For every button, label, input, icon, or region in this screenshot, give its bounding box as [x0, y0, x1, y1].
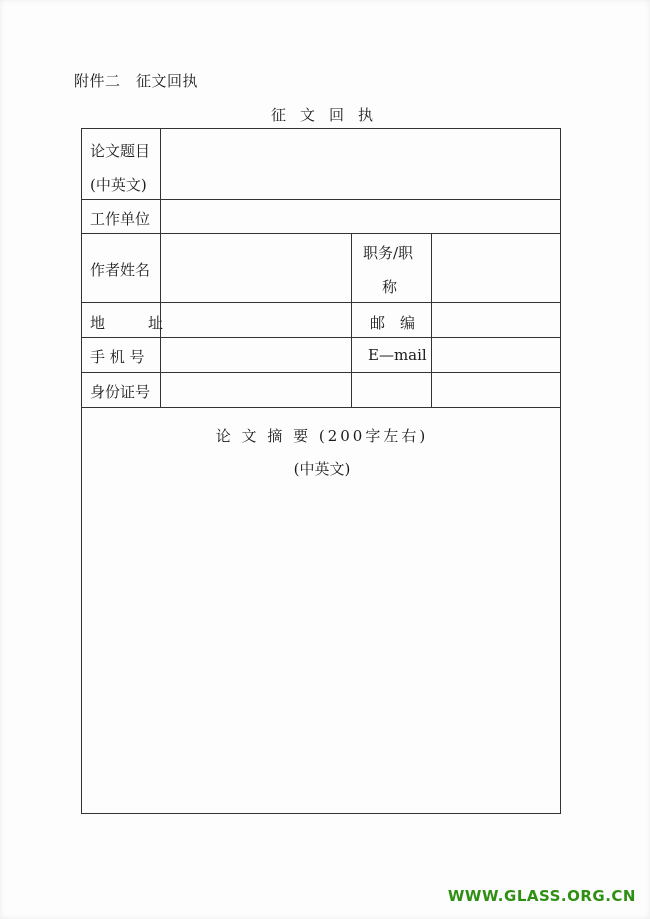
site-watermark: WWW.GLASS.ORG.CN	[447, 887, 636, 905]
work-unit-label: 工作单位	[90, 210, 151, 228]
receipt-form-table	[81, 128, 561, 814]
postcode-field[interactable]	[432, 303, 560, 337]
attachment-label: 附件二 征文回执	[74, 72, 199, 90]
abstract-language-note: (中英文)	[293, 460, 351, 478]
address-field[interactable]	[161, 303, 351, 337]
form-title: 征文回执	[270, 106, 387, 124]
postcode-label: 邮 编	[370, 314, 416, 332]
row-divider	[82, 407, 560, 408]
abstract-heading: 论 文 摘 要 (200字左右)	[215, 427, 429, 445]
email-label: E—mail	[368, 346, 427, 364]
abstract-field[interactable]	[82, 489, 560, 813]
position-title-label: 职务/职	[363, 244, 414, 262]
position-title-field[interactable]	[432, 234, 560, 302]
id-number-extra-cell-2[interactable]	[432, 373, 560, 407]
id-number-field[interactable]	[161, 373, 351, 407]
paper-title-label: 论文题目	[90, 142, 151, 160]
author-name-label: 作者姓名	[90, 261, 151, 279]
address-label: 地 址	[90, 314, 178, 332]
work-unit-field[interactable]	[161, 200, 560, 233]
mobile-label: 手 机 号	[90, 348, 145, 366]
position-title-label-cont: 称	[382, 278, 398, 296]
id-number-extra-cell[interactable]	[352, 373, 431, 407]
author-name-field[interactable]	[161, 234, 351, 302]
paper-title-field[interactable]	[161, 129, 560, 199]
mobile-field[interactable]	[161, 338, 351, 372]
email-field[interactable]	[432, 338, 560, 372]
id-number-label: 身份证号	[90, 383, 151, 401]
paper-title-language-label: (中英文)	[90, 176, 147, 194]
